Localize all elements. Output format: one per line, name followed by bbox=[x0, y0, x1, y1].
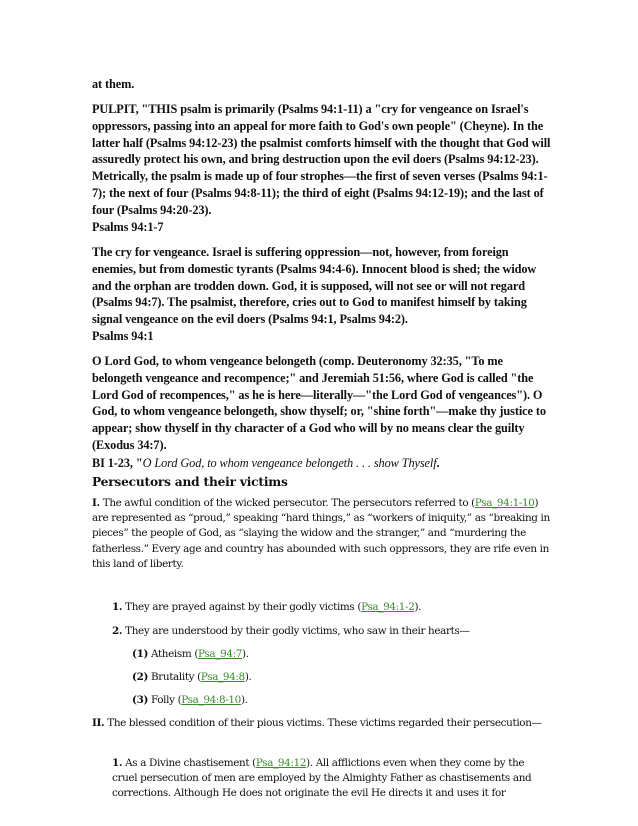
item-text: Folly ( bbox=[148, 694, 182, 706]
section-label: I. bbox=[92, 497, 100, 509]
section-one-paragraph bbox=[92, 496, 552, 572]
cry-for-vengeance-paragraph: The cry for vengeance. Israel is suffering oppression—not, however, from foreign enemies, but from domestic tyrants (Psalms 94:4-6). Innocent blood is shed; the widow and the orphan are trodden down. God, it is supposed, will not see or will not regard (Psalms 94:7). The psalmist, therefore, cries out to God to manifest himself by taking signal vengeance on the evil doers (Psalms 94:1, Psalms 94:2). bbox=[92, 245, 537, 327]
item-label: (3) bbox=[132, 694, 149, 706]
persecutors-heading: Persecutors and their victims bbox=[92, 475, 288, 489]
item-text: They are understood by their godly victims, who saw in their hearts— bbox=[122, 625, 470, 637]
scripture-link[interactable]: Psa_94:8-10 bbox=[181, 694, 241, 706]
item-text: ). All afflictions even when they come by the cruel persecution of men are employed by the Almighty Father as chastisements and corrections. Although He does not originate the evil He directs it and uses it for bbox=[112, 757, 532, 800]
pulpit-paragraph: PULPIT, "THIS psalm is primarily (Psalms 94:1-11) a "cry for vengeance on Israel's oppressors, passing into an appeal for more faith to God's own people" (Cheyne). In the latter half (Psalms 94:12-23) the psalmist comforts himself with the thought that God will assuredly protect his own, and bring destruction upon the evil doers (Psalms 94:12-23). Metrically, the psalm is made up of four strophes—the first of seven verses (Psalms 94:1-7); the next of four (Psalms 94:8-11); the third of eight (Psalms 94:12-19); and the last of four (Psalms 94:20-23). bbox=[92, 102, 551, 217]
intro-paragraph: at them. bbox=[92, 77, 135, 91]
scripture-link[interactable]: Psa_94:1-10 bbox=[474, 497, 535, 509]
item-label: (1) bbox=[132, 648, 149, 660]
list-item-1-1 bbox=[92, 600, 552, 615]
list-item-1-2-1 bbox=[92, 647, 552, 662]
item-text: Atheism ( bbox=[148, 648, 199, 660]
lord-god-paragraph: O Lord God, to whom vengeance belongeth (comp. Deuteronomy 32:35, "To me belongeth vengeance and recompence;" and Jeremiah 51:56, where God is called "the Lord God of recompences," as he is here—literally—"the Lord God of vengeances"). O God, to whom vengeance belongeth, show thyself; or, "shine forth"—make thy justice to appear; show thyself in thy character of a God who will by no means clear the guilty (Exodus 34:7). bbox=[92, 354, 546, 452]
section-two-paragraph bbox=[92, 716, 552, 731]
item-label: 2. bbox=[112, 625, 123, 637]
section-heading-psalms-94-1-7: Psalms 94:1-7 bbox=[92, 220, 164, 234]
item-text: ). bbox=[414, 601, 422, 613]
list-item-1-2-3 bbox=[92, 693, 552, 708]
bi-suffix: . bbox=[436, 456, 440, 470]
bi-prefix: BI 1-23, " bbox=[92, 456, 143, 470]
scripture-link[interactable]: Psa_94:8 bbox=[200, 671, 245, 683]
item-text: ). bbox=[242, 648, 249, 660]
scripture-link[interactable]: Psa_94:7 bbox=[198, 648, 242, 660]
item-text: Brutality ( bbox=[148, 671, 201, 683]
list-item-1-2 bbox=[92, 624, 552, 639]
bi-citation-line bbox=[92, 455, 552, 472]
section-text: The blessed condition of their pious victims. These victims regarded their persecution— bbox=[104, 717, 542, 729]
item-text: As a Divine chastisement ( bbox=[122, 757, 256, 769]
list-item-2-1 bbox=[92, 756, 552, 802]
item-text: They are prayed against by their godly victims ( bbox=[122, 601, 362, 613]
section-text: ) are represented as “proud,” speaking “hard things,” as “workers of iniquity,” as “breaking in pieces” the people of God, as “slaying the widow and the stranger,” and “murdering the fatherless.” Every age and country has abounded with such oppressors, they are rife even in this land of liberty. bbox=[92, 497, 550, 570]
item-label: 1. bbox=[112, 757, 123, 769]
item-label: 1. bbox=[112, 601, 123, 613]
list-item-1-2-2 bbox=[92, 670, 552, 685]
section-text: The awful condition of the wicked persecutor. The persecutors referred to ( bbox=[99, 497, 475, 509]
scripture-link[interactable]: Psa_94:12 bbox=[255, 757, 307, 769]
item-text: ). bbox=[240, 694, 248, 706]
bi-italic-quote: O Lord God, to whom vengeance belongeth . . . show Thyself bbox=[142, 456, 437, 470]
section-label: II. bbox=[92, 717, 105, 729]
section-heading-psalms-94-1: Psalms 94:1 bbox=[92, 329, 154, 343]
item-label: (2) bbox=[132, 671, 149, 683]
scripture-link[interactable]: Psa_94:1-2 bbox=[361, 601, 415, 613]
item-text: ). bbox=[244, 671, 252, 683]
